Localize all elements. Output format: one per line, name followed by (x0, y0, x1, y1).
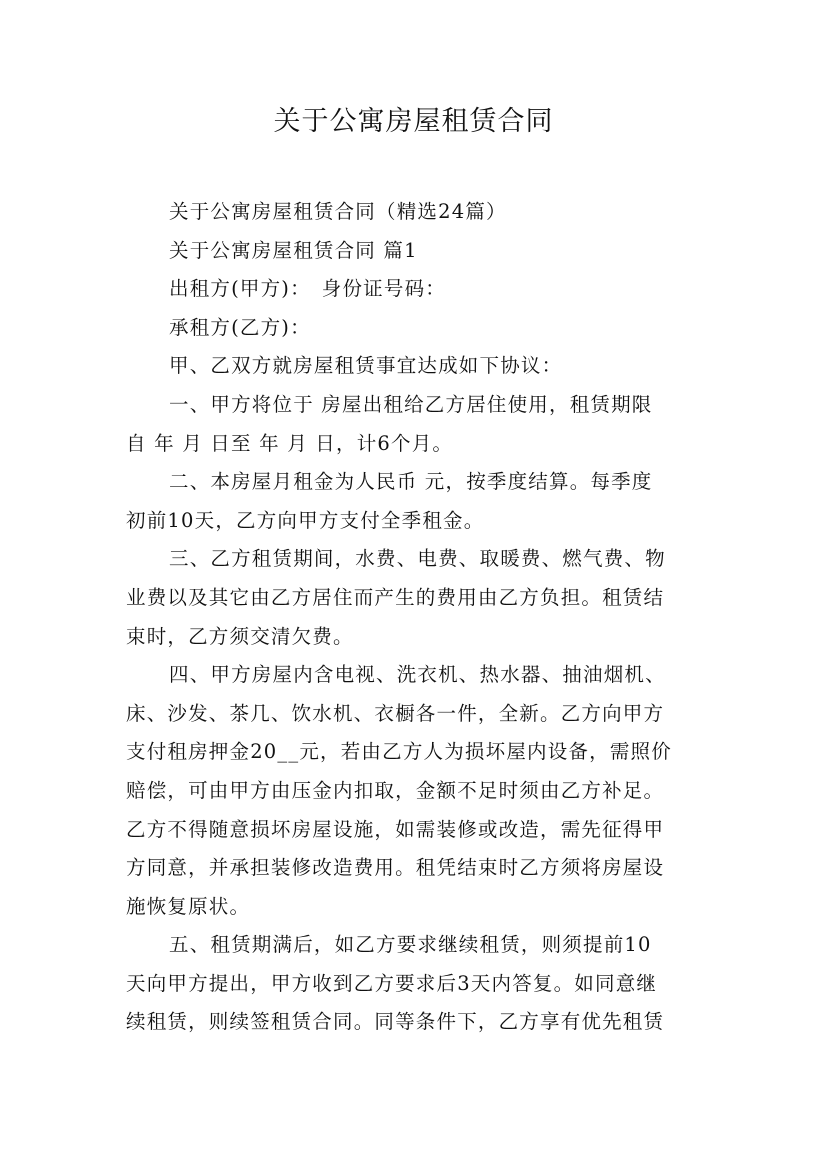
body-line: 二、本房屋月租金为人民币 元，按季度结算。每季度 (169, 470, 653, 494)
body-line: 乙方不得随意损坏房屋设施，如需装修或改造，需先征得甲 (126, 817, 665, 841)
body-line: 天向甲方提出，甲方收到乙方要求后3天内答复。如同意继 (126, 971, 658, 995)
body-line: 一、甲方将位于 房屋出租给乙方居住使用，租赁期限 (169, 392, 653, 416)
body-line: 施恢复原状。 (126, 894, 251, 918)
body-line: 续租赁，则续签租赁合同。同等条件下，乙方享有优先租赁 (126, 1010, 665, 1034)
body-line: 业费以及其它由乙方居住而产生的费用由乙方负担。租赁结 (126, 585, 665, 609)
body-line: 赔偿，可由甲方由压金内扣取，金额不足时须由乙方补足。 (126, 778, 665, 802)
body-line: 关于公寓房屋租赁合同（精选24篇） (169, 200, 507, 223)
body-line: 初前10天，乙方向甲方支付全季租金。 (126, 508, 485, 532)
body-line: 自 年 月 日至 年 月 日，计6个月。 (126, 431, 454, 455)
body-line: 三、乙方租赁期间，水费、电费、取暖费、燃气费、物 (169, 547, 666, 571)
body-line: 方同意，并承担装修改造费用。租凭结束时乙方须将房屋设 (126, 856, 665, 880)
body-line: 关于公寓房屋租赁合同 篇1 (169, 238, 418, 262)
body-line: 出租方(甲方)： 身份证号码： (169, 277, 446, 301)
body-line: 甲、乙双方就房屋租赁事宜达成如下协议： (169, 354, 563, 378)
document-body (126, 193, 716, 1042)
body-line: 承租方(乙方)： (169, 315, 311, 339)
document-title: 关于公寓房屋租赁合同 (273, 106, 554, 137)
body-line: 床、沙发、茶几、饮水机、衣橱各一件，全新。乙方向甲方 (126, 701, 665, 725)
body-line: 束时，乙方须交清欠费。 (126, 624, 354, 648)
body-line: 支付租房押金20__元，若由乙方人为损坏屋内设备，需照价 (126, 740, 672, 764)
body-line: 四、甲方房屋内含电视、洗衣机、热水器、抽油烟机、 (169, 663, 666, 687)
body-line: 五、租赁期满后，如乙方要求继续租赁，则须提前10 (169, 933, 652, 957)
